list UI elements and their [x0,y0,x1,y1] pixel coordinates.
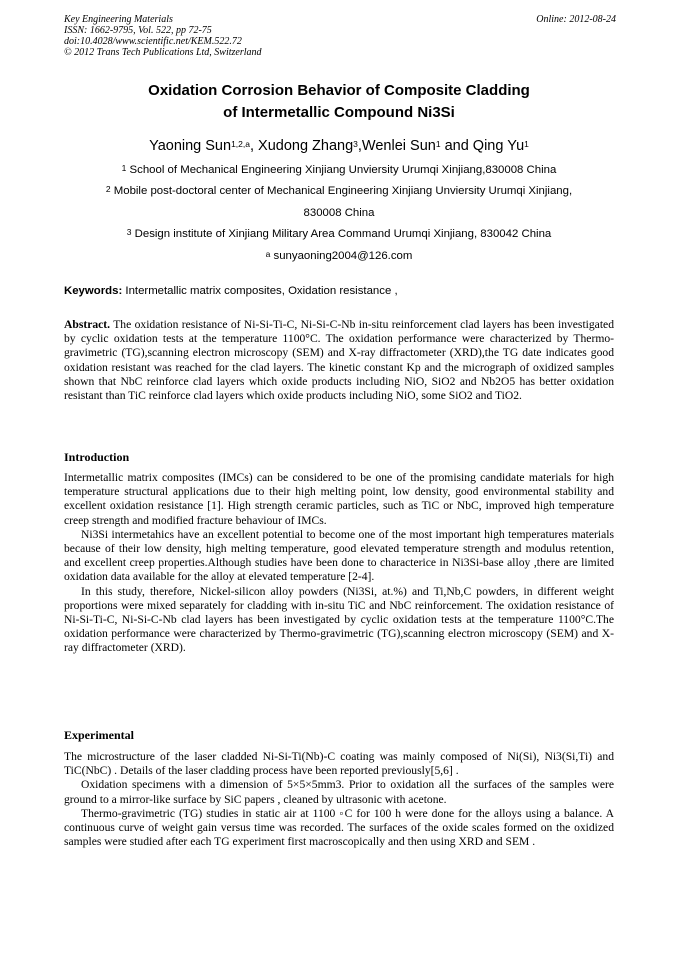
title-line-2: of Intermetallic Compound Ni3Si [223,104,455,121]
abstract [64,318,614,403]
experimental-paragraph-3: Thermo-gravimetric (TG) studies in static air at 1100 ◦C for 100 h were done for the alloys using a balance. A continuous curve of weight gain versus time was recorded. The surfaces of the oxide scales formed on the oxidized samples were studied after each TG experiment first macroscopically and then using XRD and SEM . [64,806,614,849]
issn-line: ISSN: 1662-9795, Vol. 522, pp 72-75 [64,25,212,36]
author-4: and Qing Yu [440,138,525,154]
author-1-sup: 1,2,a [231,139,250,149]
experimental-paragraph-1: The microstructure of the laser cladded Ni-Si-Ti(Nb)-C coating was mainly composed of Ni(Si), Ni3(Si,Ti) and TiC(NbC) . Details of the laser cladding process have been reported previously[5,6] . [64,750,614,778]
affiliation-2-line-2: 830008 China [303,207,375,219]
journal-header [64,14,616,58]
title-line-1: Oxidation Corrosion Behavior of Composite Cladding [148,82,530,99]
online-date: Online: 2012-08-24 [536,14,616,25]
email-sup: a [265,249,271,259]
introduction-body [64,471,614,656]
abstract-text: The oxidation resistance of Ni-Si-Ti-C, Ni-Si-C-Nb in-situ reinforcement clad layers has been investigated by cyclic oxidation tests at the temperature 1100°C. The oxidation performance were characterized by Thermo-gravimetric (TG),scanning electron microscopy (SEM) and X-ray diffractometer (XRD),the TG date indicates good oxidation resistant was reached for the clad layers. The kinetic constant Kp and the micrograph of oxidized samples shown that NbC reinforce clad layers which oxide products including NiO, SiO2 and Nb2O5 has better oxidation resistant than TiC reinforce clad layers which oxide products including NiO, some SiO2 and TiO2. [64,318,614,403]
affiliation-2 [64,184,614,199]
affiliation-3-text: Design institute of Xinjiang Military Area Command Urumqi Xinjiang, 830042 China [131,228,552,240]
keywords-label: Keywords: [64,285,123,297]
abstract-label: Abstract. [64,318,111,331]
affiliation-1-text: School of Mechanical Engineering Xinjiang Unviersity Urumqi Xinjiang,830008 China [126,164,557,176]
affiliation-3-sup: 3 [126,227,132,237]
keywords [64,284,616,299]
paper-title [64,80,614,124]
introduction-paragraph-1: Intermetallic matrix composites (IMCs) can be considered to be one of the promising candidate materials for high temperature structural applications due to their high melting point, low density, good environmental stability and excellent oxidation resistance [1]. High strength ceramic particles, such as TiC or NbC, improved high temperature creep strength and modified fracture behaviour of IMCs. [64,471,614,527]
affiliation-1-sup: 1 [121,163,127,173]
copyright-line: © 2012 Trans Tech Publications Ltd, Switzerland [64,47,262,58]
experimental-heading: Experimental [64,728,134,742]
author-3: ,Wenlei Sun [357,138,436,154]
keywords-text: Intermetallic matrix composites, Oxidation resistance , [122,285,398,297]
affiliation-1 [64,163,614,178]
experimental-body [64,750,614,849]
author-1: Yaoning Sun [149,138,232,154]
journal-name: Key Engineering Materials [64,14,173,25]
doi-line: doi:10.4028/www.scientific.net/KEM.522.72 [64,36,242,47]
introduction-heading: Introduction [64,450,130,464]
experimental-paragraph-2: Oxidation specimens with a dimension of 5×5×5mm3. Prior to oxidation all the surfaces of the samples were ground to a mirror-like surface by SiC papers , cleaned by ultrasonic with acetone. [64,778,614,806]
author-2-sup: 3 [353,139,358,149]
author-list [64,137,614,155]
email-address: sunyaoning2004@126.com [270,250,413,262]
introduction-paragraph-3: In this study, therefore, Nickel-silicon alloy powders (Ni3Si, at.%) and Ti,Nb,C powders, in different weight proportions were mixed separately for cladding with in-situ TiC and NbC reinforcement. The oxidation resistance of Ni-Si-Ti-C, Ni-Si-C-Nb clad layers has been investigated by cyclic oxidation tests at the temperature 1100°C.The oxidation performance were characterized by Thermo-gravimetric (TG),scanning electron microscopy (SEM) and X-ray diffractometer (XRD). [64,584,614,655]
author-4-sup: 1 [524,139,529,149]
affiliation-2-text: Mobile post-doctoral center of Mechanical Engineering Xinjiang Unviersity Urumqi Xinjiang, [110,185,573,197]
author-3-sup: 1 [435,139,441,149]
affiliation-2-sup: 2 [105,184,111,194]
introduction-paragraph-2: Ni3Si intermetahics have an excellent potential to become one of the most important high temperatures materials because of their low density, high melting temperature, good elevated temperature strength and modulus retention, and excellent creep properties.Although studies have been done to characterice in Ni3Si-base alloy ,there are limited oxidation data available for the alloy at elevated temperature [2-4]. [64,527,614,584]
affiliation-3 [64,227,614,242]
author-2: , Xudong Zhang [249,138,354,154]
email-line [64,249,614,264]
